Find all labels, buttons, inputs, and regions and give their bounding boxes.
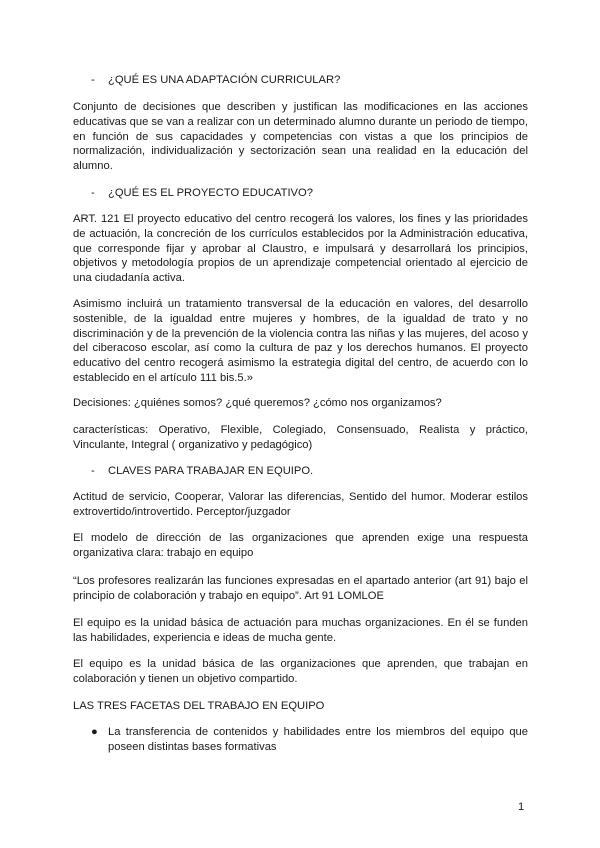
- paragraph-adaptacion-definicion: Conjunto de decisiones que describen y justifican las modificaciones en las acciones educativas que se van a realizar con un determinado alumno durante un periodo de tiempo, en función de sus capacidades y competencias con vistas a que los principios de normalización, individualización y sectorización sean una realidad en la educación del alumno.: [73, 101, 528, 173]
- paragraph-actitud: Actitud de servicio, Cooperar, Valorar las diferencias, Sentido del humor. Moderar estilos extrovertido/introvertido. Perceptor/juzgador: [73, 491, 528, 518]
- page-number: 1: [518, 801, 525, 813]
- heading-text: ¿QUÉ ES UNA ADAPTACIÓN CURRICULAR?: [108, 74, 341, 86]
- paragraph-modelo-direccion: El modelo de dirección de las organizaciones que aprenden exige una respuesta organizativa clara: trabajo en equipo: [73, 532, 528, 559]
- bullet-item: [91, 725, 528, 755]
- heading-proyecto-educativo: [91, 186, 313, 201]
- bullet-dot-icon: ●: [91, 726, 98, 738]
- bullet-text: La transferencia de contenidos y habilidades entre los miembros del equipo que poseen distintas bases formativas: [108, 726, 528, 753]
- dash-marker: -: [91, 187, 95, 199]
- paragraph-asimismo: Asimismo incluirá un tratamiento transversal de la educación en valores, del desarrollo sostenible, de la igualdad entre mujeres y hombres, de la igualdad de trato y no discriminación y de la prevención de la violencia contra las niñas y las mujeres, del acoso y del ciberacoso escolar, así como la cultura de paz y los derechos humanos. El proyecto educativo del centro recogerá asimismo la estrategia digital del centro, de acuerdo con lo establecido en el artículo 111 bis.5.»: [73, 298, 528, 384]
- paragraph-equipo-organizaciones: El equipo es la unidad básica de las organizaciones que aprenden, que trabajan en colaboración y tienen un objetivo compartido.: [73, 658, 528, 685]
- heading-tres-facetas: LAS TRES FACETAS DEL TRABAJO EN EQUIPO: [73, 700, 325, 712]
- paragraph-art-121: ART. 121 El proyecto educativo del centro recogerá los valores, los fines y las prioridades de actuación, la concreción de los currículos establecidos por la Administración educativa, que corresponde fijar y aprobar al Claustro, e impulsará y desarrollará los principios, objetivos y metodología propios de un aprendizaje competencial orientado al ejercicio de una ciudadanía activa.: [73, 213, 528, 285]
- paragraph-decisiones: Decisiones: ¿quiénes somos? ¿qué queremos? ¿cómo nos organizamos?: [73, 397, 442, 409]
- paragraph-equipo-actuacion: El equipo es la unidad básica de actuación para muchas organizaciones. En él se funden las habilidades, experiencia e ideas de mucha gente.: [73, 617, 528, 644]
- heading-adaptacion-curricular: [91, 73, 340, 88]
- dash-marker: -: [91, 465, 95, 477]
- heading-claves-equipo: [91, 464, 313, 479]
- paragraph-cita-lomloe: “Los profesores realizarán las funciones expresadas en el apartado anterior (art 91) bajo el principio de colaboración y trabajo en equipo”. Art 91 LOMLOE: [73, 575, 528, 602]
- heading-text: ¿QUÉ ES EL PROYECTO EDUCATIVO?: [108, 187, 313, 199]
- paragraph-caracteristicas: características: Operativo, Flexible, Colegiado, Consensuado, Realista y práctico, Vinculante, Integral ( organizativo y pedagógico): [73, 424, 528, 451]
- heading-text: CLAVES PARA TRABAJAR EN EQUIPO.: [108, 465, 314, 477]
- dash-marker: -: [91, 74, 95, 86]
